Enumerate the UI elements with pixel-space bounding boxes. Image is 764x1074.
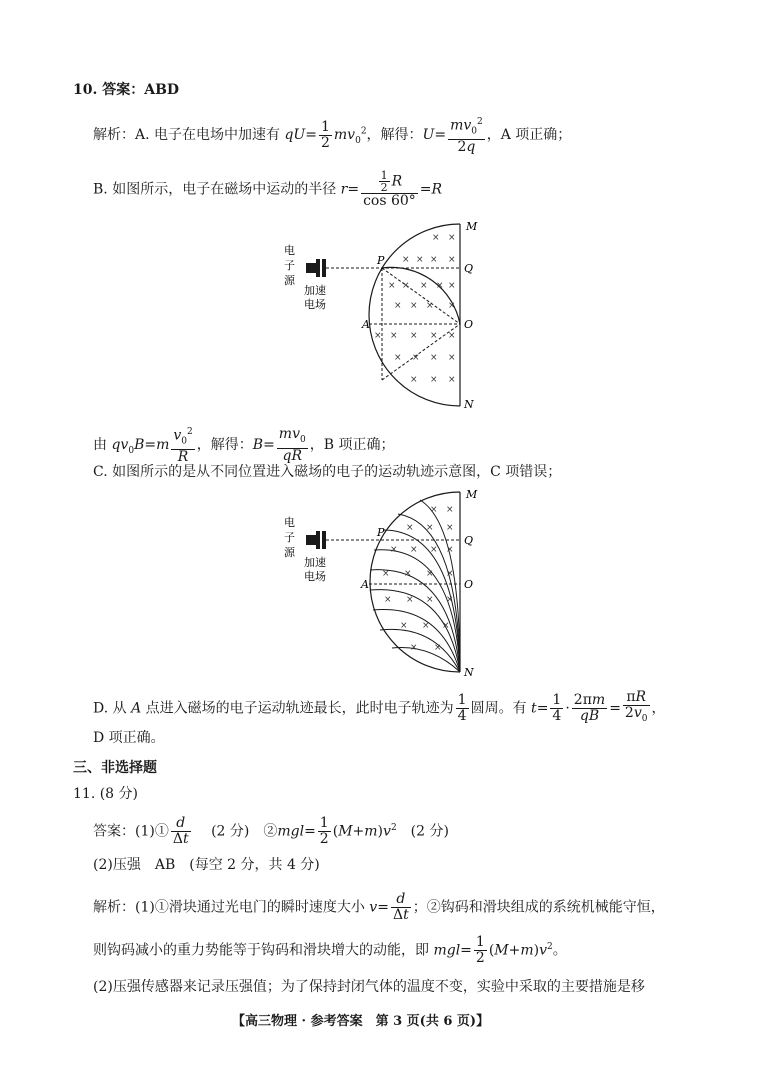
svg-text:P: P: [377, 254, 385, 267]
a-prefix: 解析：A. 电子在电场中加速有: [93, 127, 281, 144]
q10-a-line: 解析：A. 电子在电场中加速有 qU= $\frac{1}{2}$ $mv_0^2$，解得：U= $\frac{mv_0^2}{2q}$ ，A 项正确；: [93, 117, 572, 156]
svg-text:×: ×: [422, 621, 430, 631]
svg-text:×: ×: [412, 353, 420, 363]
acc-label-1: 加速: [304, 284, 326, 297]
svg-text:M: M: [466, 220, 478, 233]
svg-text:×: ×: [430, 255, 438, 265]
svg-text:×: ×: [426, 569, 434, 579]
svg-text:电场: 电场: [304, 570, 326, 583]
svg-text:A: A: [362, 318, 370, 331]
figure-1: [270, 210, 490, 410]
svg-text:Q: Q: [464, 534, 474, 547]
svg-text:×: ×: [404, 569, 412, 579]
svg-text:×: ×: [432, 233, 440, 243]
q11-exp-2: 则钩码减小的重力势能等于钩码和滑块增大的动能，即 mgl= $\frac{1}{2}$ $(M+m)v^2$。: [93, 934, 567, 966]
svg-text:子: 子: [284, 531, 295, 544]
q11-exp-3: (2)压强传感器来记录压强值；为了保持封闭气体的温度不变，实验中采取的主要措施是移: [93, 979, 645, 995]
svg-text:×: ×: [394, 301, 402, 311]
svg-text:×: ×: [448, 375, 456, 385]
acc-label-2: 电场: [304, 298, 326, 311]
svg-text:×: ×: [446, 505, 454, 515]
svg-text:×: ×: [416, 255, 424, 265]
svg-text:×: ×: [410, 643, 418, 653]
svg-text:×: ×: [426, 523, 434, 533]
svg-text:×: ×: [430, 353, 438, 363]
q11-answer-2: (2)压强 AB (每空 2 分，共 4 分): [93, 857, 320, 873]
svg-text:×: ×: [410, 331, 418, 341]
svg-text:×: ×: [430, 545, 438, 555]
svg-text:P: P: [377, 526, 385, 539]
page-footer: 【高三物理 · 参考答案 第 3 页(共 6 页)】: [232, 1014, 490, 1029]
src-label-2: 子: [284, 259, 295, 272]
svg-text:×: ×: [448, 233, 456, 243]
q10-d-line: D. 从 A 点进入磁场的电子运动轨迹最长，此时电子轨迹为 $\frac{1}{4}$ 圆周。有 t= $\frac{1}{4}$ · $\frac{2\pi m}{qB}$ = $\frac{\pi R}{2v_0}$ ，: [93, 689, 666, 724]
svg-text:电: 电: [284, 516, 295, 529]
q10-b-line: B. 如图所示，电子在磁场中运动的半径 r= $\frac{1}{2}$ R cos 60° =R: [93, 169, 443, 209]
svg-text:×: ×: [446, 569, 454, 579]
svg-text:×: ×: [430, 331, 438, 341]
svg-text:×: ×: [374, 331, 382, 341]
svg-text:×: ×: [390, 331, 398, 341]
qvb-line: 由 $qv_0B=m$ $\frac{v_0^2}{R}$ ，解得：B= $\frac{mv_0}{qR}$ ，B 项正确；: [93, 425, 395, 466]
svg-text:×: ×: [406, 523, 414, 533]
svg-text:M: M: [466, 488, 478, 501]
svg-text:×: ×: [400, 621, 408, 631]
svg-text:×: ×: [446, 523, 454, 533]
svg-text:×: ×: [402, 255, 410, 265]
svg-text:×: ×: [382, 569, 390, 579]
src-label-1: 电: [284, 244, 295, 257]
svg-text:×: ×: [388, 281, 396, 291]
svg-text:×: ×: [410, 301, 418, 311]
svg-text:×: ×: [446, 545, 454, 555]
svg-text:×: ×: [448, 281, 456, 291]
svg-text:N: N: [464, 666, 474, 679]
svg-text:×: ×: [434, 643, 442, 653]
q11-answer-1: 答案：(1)① $\frac{d}{\Delta t}$ (2 分) ②mgl= $\frac{1}{2}$ $(M+m)v^2$ (2 分): [93, 815, 449, 847]
figure-2: [270, 484, 490, 684]
svg-text:×: ×: [436, 281, 444, 291]
svg-text:×: ×: [406, 595, 414, 605]
svg-text:加速: 加速: [304, 556, 326, 569]
q11-header: 11. (8 分): [73, 786, 138, 802]
svg-text:源: 源: [284, 546, 295, 559]
q10-d-tail: D 项正确。: [93, 730, 165, 746]
svg-text:×: ×: [402, 281, 410, 291]
svg-text:×: ×: [430, 375, 438, 385]
svg-text:×: ×: [448, 331, 456, 341]
svg-text:×: ×: [448, 255, 456, 265]
svg-text:×: ×: [410, 545, 418, 555]
svg-text:×: ×: [420, 281, 428, 291]
svg-text:×: ×: [448, 301, 456, 311]
svg-text:×: ×: [430, 505, 438, 515]
svg-text:×: ×: [384, 595, 392, 605]
svg-text:×: ×: [442, 621, 450, 631]
svg-text:×: ×: [448, 353, 456, 363]
svg-text:A: A: [361, 578, 369, 591]
svg-text:O: O: [464, 318, 474, 331]
svg-text:O: O: [464, 578, 474, 591]
q11-exp-1: 解析：(1)①滑块通过光电门的瞬时速度大小 v= $\frac{d}{\Delta t}$ ；②钩码和滑块组成的系统机械能守恒，: [93, 891, 665, 923]
svg-text:Q: Q: [464, 262, 474, 275]
svg-text:×: ×: [394, 353, 402, 363]
q10-answer: 10. 答案：ABD: [73, 82, 180, 98]
svg-text:×: ×: [446, 595, 454, 605]
svg-text:×: ×: [390, 545, 398, 555]
section-3-title: 三、非选择题: [73, 760, 157, 776]
svg-text:N: N: [464, 398, 474, 410]
svg-text:×: ×: [426, 301, 434, 311]
q10-c-line: C. 如图所示的是从不同位置进入磁场的电子的运动轨迹示意图，C 项错误；: [93, 464, 562, 480]
src-label-3: 源: [284, 274, 295, 287]
svg-text:×: ×: [410, 375, 418, 385]
svg-text:×: ×: [426, 595, 434, 605]
